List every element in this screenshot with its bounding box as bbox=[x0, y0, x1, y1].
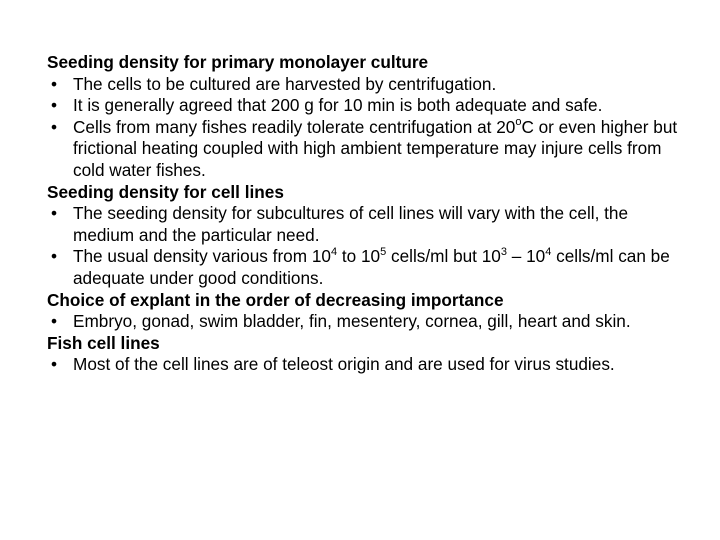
bullet-text: The cells to be cultured are harvested by centrifugation. bbox=[73, 73, 497, 94]
degree-superscript: o bbox=[515, 116, 522, 129]
bullet-item bbox=[47, 354, 687, 376]
section-heading-cell-lines: Seeding density for cell lines bbox=[47, 181, 284, 202]
section-heading-fish-cell-lines: Fish cell lines bbox=[47, 332, 160, 353]
bullet-mark: • bbox=[50, 116, 58, 137]
bullet-list-cell-lines bbox=[47, 203, 687, 289]
section-heading-explant-choice: Choice of explant in the order of decreasing importance bbox=[47, 289, 504, 310]
bullet-text-part: C or even higher but frictional heating coupled with high ambient temperature may injure cells from cold water fishes. bbox=[73, 116, 678, 180]
exponent-superscript: 4 bbox=[330, 245, 338, 258]
bullet-text-part: cells/ml but 10 bbox=[386, 246, 501, 267]
bullet-list-primary-monolayer bbox=[47, 74, 687, 182]
bullet-list-fish-cell-lines bbox=[47, 354, 687, 376]
bullet-item bbox=[47, 203, 687, 246]
bullet-text-part: – 10 bbox=[506, 246, 546, 267]
bullet-list-explant-choice bbox=[47, 311, 687, 333]
bullet-text-part: Cells from many fishes readily tolerate centrifugation at 20 bbox=[73, 116, 516, 137]
bullet-mark: • bbox=[50, 95, 58, 116]
bullet-text: Embryo, gonad, swim bladder, fin, mesentery, cornea, gill, heart and skin. bbox=[73, 311, 631, 332]
bullet-mark: • bbox=[50, 73, 58, 94]
slide-body bbox=[47, 52, 687, 376]
exponent-superscript: 3 bbox=[500, 245, 507, 258]
bullet-mark: • bbox=[50, 311, 58, 332]
bullet-text-part: to 10 bbox=[337, 246, 381, 267]
exponent-superscript: 5 bbox=[380, 245, 387, 258]
bullet-item bbox=[47, 74, 687, 96]
bullet-text: Most of the cell lines are of teleost origin and are used for virus studies. bbox=[73, 354, 615, 375]
exponent-superscript: 4 bbox=[545, 245, 552, 258]
bullet-text-part: cells/ml can be adequate under good conditions. bbox=[73, 246, 670, 288]
bullet-text: The seeding density for subcultures of cell lines will vary with the cell, the medium and the particular need. bbox=[73, 203, 629, 245]
bullet-mark: • bbox=[50, 354, 58, 375]
bullet-text: It is generally agreed that 200 g for 10 min is both adequate and safe. bbox=[73, 95, 603, 116]
bullet-item bbox=[47, 95, 687, 117]
bullet-item bbox=[47, 246, 687, 289]
bullet-mark: • bbox=[50, 203, 58, 224]
bullet-text-part: The usual density various from 10 bbox=[73, 246, 331, 267]
bullet-mark: • bbox=[50, 246, 58, 267]
bullet-item bbox=[47, 117, 687, 182]
section-heading-primary-monolayer: Seeding density for primary monolayer culture bbox=[47, 52, 429, 72]
bullet-item bbox=[47, 311, 687, 333]
